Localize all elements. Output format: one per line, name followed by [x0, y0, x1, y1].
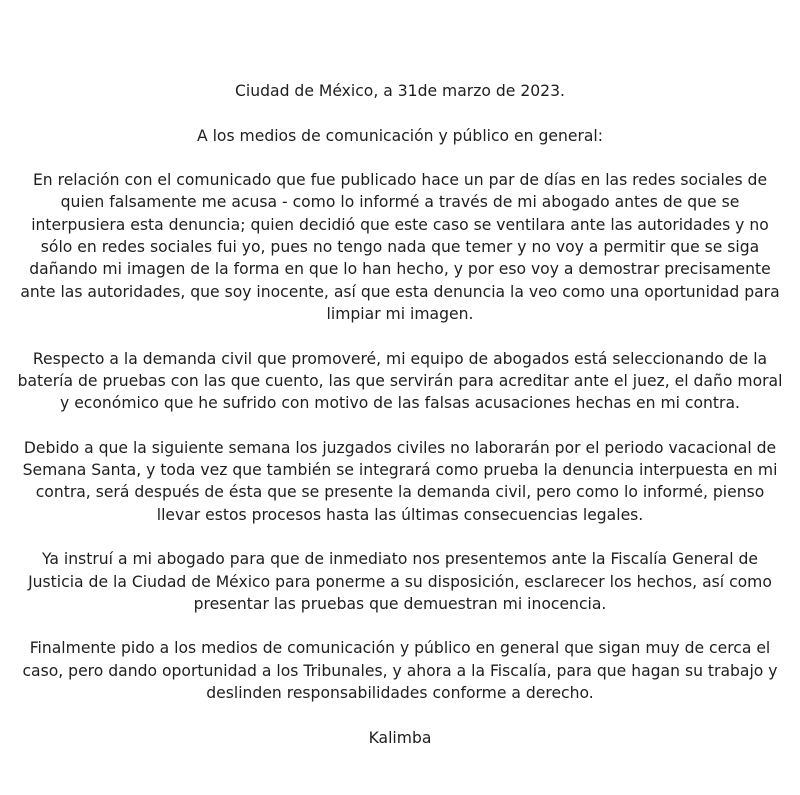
paragraph-2: Respecto a la demanda civil que promoveré, mi equipo de abogados está seleccionando de la batería de pruebas con las que cuento, las que servirán para acreditar ante el juez, el daño moral y económico que he sufrido con motivo de las falsas acusaciones hechas en mi contra.	[17, 349, 783, 413]
salutation: A los medios de comunicación y público en general:	[196, 126, 604, 145]
paragraph-1: En relación con el comunicado que fue publicado hace un par de días en las redes sociales de quien falsamente me acusa - como lo informé a través de mi abogado antes de que se interpusiera esta denuncia; quien decidió que este caso se ventilara ante las autoridades y no sólo en redes sociales fui yo, pues no tengo nada que temer y no voy a permitir que se siga dañando mi imagen de la forma en que lo han hecho, y por eso voy a demostrar precisamente ante las autoridades, que soy inocente, así que esta denuncia la veo como una oportunidad para limpiar mi imagen.	[20, 171, 780, 323]
paragraph-3: Debido a que la siguiente semana los juzgados civiles no laborarán por el periodo vacacional de Semana Santa, y toda vez que también se integrará como prueba la denuncia interpuesta en mi contra, será después de ésta que se presente la demanda civil, pero como lo informé, pienso llevar estos procesos hasta las últimas consecuencias legales.	[22, 438, 778, 524]
date-line: Ciudad de México, a 31de marzo de 2023.	[235, 82, 565, 100]
paragraph-5: Finalmente pido a los medios de comunicación y público en general que sigan muy de cerca el caso, pero dando oportunidad a los Tribunales, y ahora a la Fiscalía, para que hagan su trabajo y deslinden responsabilidades conforme a derecho.	[22, 639, 778, 703]
letter-body	[14, 80, 786, 771]
paragraph-4: Ya instruí a mi abogado para que de inmediato nos presentemos ante la Fiscalía General de Justicia de la Ciudad de México para ponerme a su disposición, esclarecer los hechos, así como presentar las pruebas que demuestran mi inocencia.	[28, 550, 772, 613]
signature: Kalimba	[368, 728, 432, 747]
